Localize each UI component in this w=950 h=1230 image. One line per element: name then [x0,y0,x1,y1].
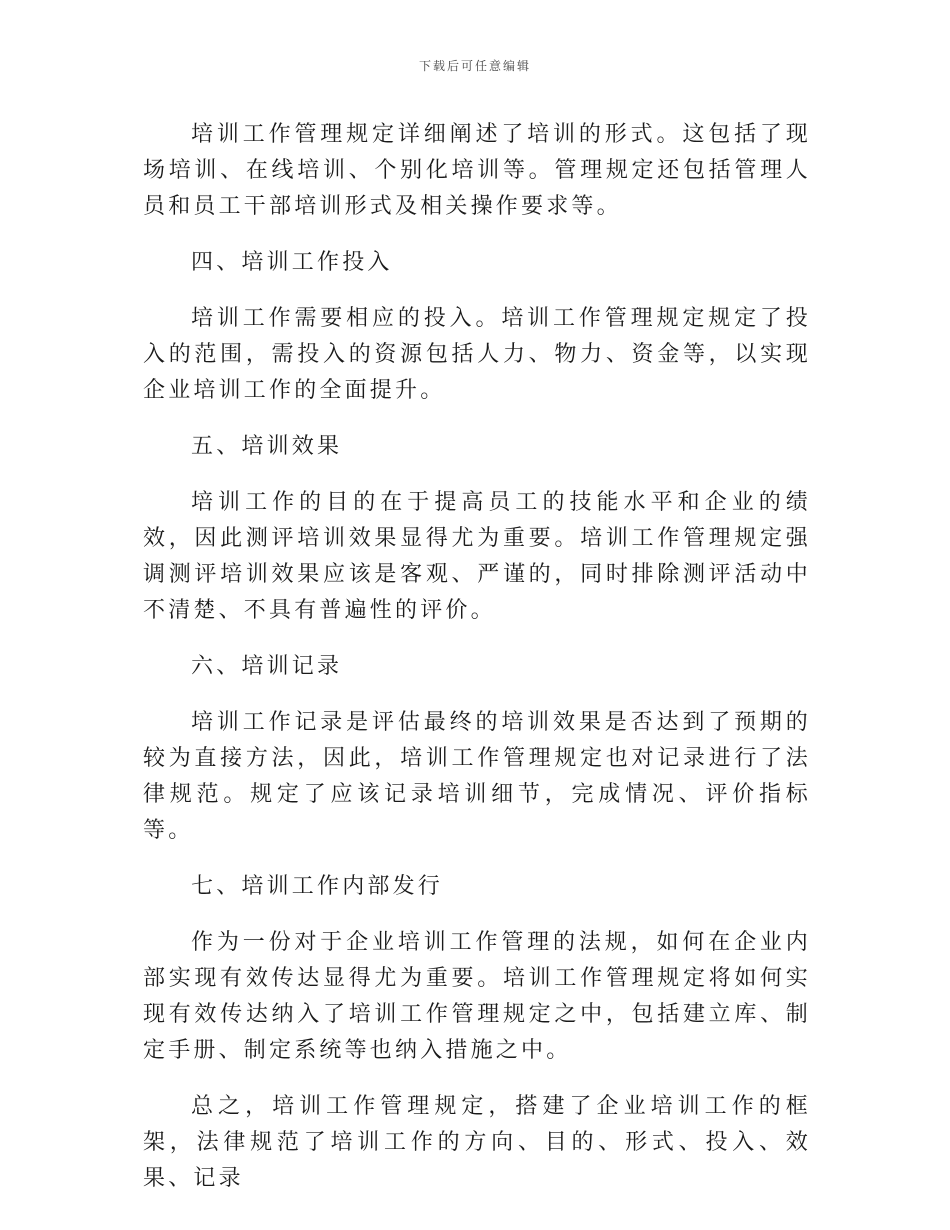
paragraph-records: 培训工作记录是评估最终的培训效果是否达到了预期的较为直接方法，因此，培训工作管理规定也对记录进行了法律规范。规定了应该记录培训细节，完成情况、评价指标等。 [143,710,811,843]
paragraph-effect: 培训工作的目的在于提高员工的技能水平和企业的绩效，因此测评培训效果显得尤为重要。培训工作管理规定强调测评培训效果应该是客观、严谨的，同时排除测评活动中不清楚、不具有普遍性的评价。 [143,490,811,623]
paragraph-investment: 培训工作需要相应的投入。培训工作管理规定规定了投入的范围，需投入的资源包括人力、物力、资金等，以实现企业培训工作的全面提升。 [143,306,811,403]
section-heading-records: 六、培训记录 [191,654,343,679]
document-body [143,117,811,1217]
header-note: 下载后可任意编辑 [418,59,531,73]
section-heading-internal-release: 七、培训工作内部发行 [191,874,444,899]
paragraph-training-forms: 培训工作管理规定详细阐述了培训的形式。这包括了现场培训、在线培训、个别化培训等。管理规定还包括管理人员和员工干部培训形式及相关操作要求等。 [143,122,811,219]
paragraph-summary: 总之，培训工作管理规定，搭建了企业培训工作的框架，法律规范了培训工作的方向、目的、形式、投入、效果、记录 [143,1094,811,1191]
paragraph-internal-release: 作为一份对于企业培训工作管理的法规，如何在企业内部实现有效传达显得尤为重要。培训工作管理规定将如何实现有效传达纳入了培训工作管理规定之中，包括建立库、制定手册、制定系统等也纳入措施之中。 [143,930,811,1063]
section-heading-investment: 四、培训工作投入 [191,250,393,275]
section-heading-effect: 五、培训效果 [191,434,343,459]
